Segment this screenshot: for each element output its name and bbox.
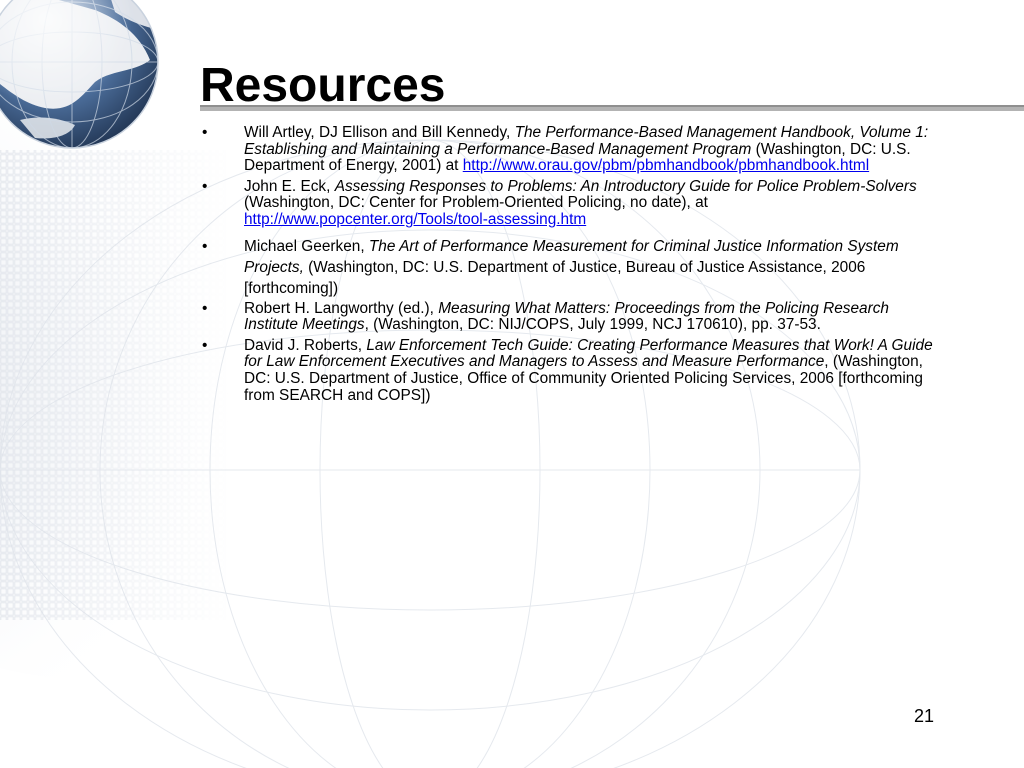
reference-title: Assessing Responses to Problems: An Introductory Guide for Police Problem-Solvers [334, 177, 917, 195]
reference-link[interactable]: http://www.orau.gov/pbm/pbmhandbook/pbmhandbook.html [462, 157, 870, 175]
reference-publication: (Washington, DC: U.S. Department of Energy, 2001) at [244, 140, 911, 175]
bullet: • [202, 336, 208, 354]
reference-authors: Robert H. Langworthy (ed.), [244, 299, 439, 317]
reference-publication: (Washington, DC: Center for Problem-Oriented Policing, no date), at [244, 194, 708, 212]
reference-authors: John E. Eck, [244, 177, 335, 195]
references-list [202, 125, 942, 408]
reference-authors: David J. Roberts, [244, 336, 367, 354]
reference-item [202, 236, 942, 299]
reference-title: The Art of Performance Measurement for Criminal Justice Information System Projects, [244, 237, 899, 276]
reference-item [202, 125, 942, 175]
bullet: • [202, 299, 208, 317]
reference-title: Measuring What Matters: Proceedings from the Policing Research Institute Meetings [244, 299, 889, 334]
slide-title: Resources [200, 59, 446, 112]
reference-publication: (Washington, DC: U.S. Department of Justice, Bureau of Justice Assistance, 2006 [forthcoming]) [244, 258, 866, 297]
reference-title: The Performance-Based Management Handbook, Volume 1: Establishing and Maintaining a Performance-Based Management Program [244, 124, 929, 158]
bullet: • [202, 177, 208, 195]
reference-publication: , (Washington, DC: U.S. Department of Justice, Office of Community Oriented Policing Services, 2006 [forthcoming from SEARCH and COPS]) [244, 353, 923, 404]
reference-item [202, 179, 942, 229]
reference-authors: Will Artley, DJ Ellison and Bill Kennedy, [244, 124, 515, 141]
reference-title: Law Enforcement Tech Guide: Creating Performance Measures that Work! A Guide for Law Enforcement Executives and Managers to Assess and Measure Performance [244, 336, 933, 371]
reference-item [202, 301, 942, 334]
bullet: • [202, 237, 208, 255]
reference-link[interactable]: http://www.popcenter.org/Tools/tool-assessing.htm [244, 210, 587, 228]
reference-authors: Michael Geerken, [244, 237, 369, 255]
reference-publication: , (Washington, DC: NIJ/COPS, July 1999, NCJ 170610), pp. 37-53. [364, 316, 821, 334]
bullet: • [202, 124, 208, 141]
reference-item [202, 338, 942, 404]
page-number: 21 [914, 706, 935, 726]
